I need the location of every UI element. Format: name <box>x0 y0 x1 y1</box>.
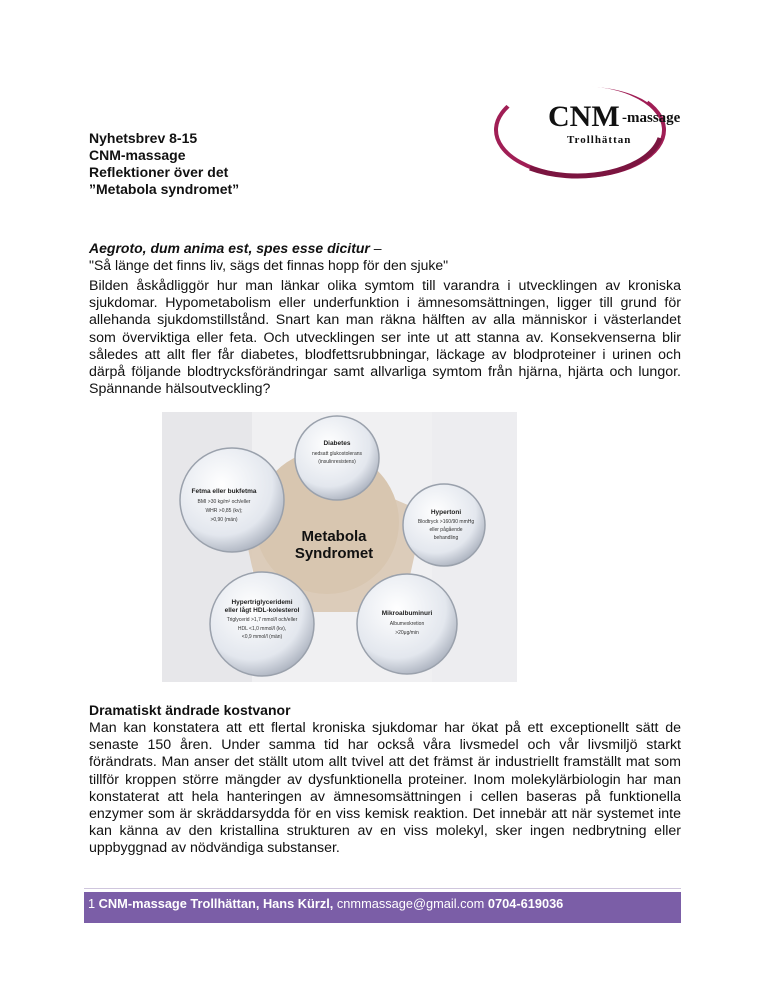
quote-latin: Aegroto, dum anima est, spes esse dicitur <box>89 240 370 256</box>
metabolic-syndrome-figure <box>162 412 517 682</box>
logo-city: Trollhättan <box>567 134 632 146</box>
quote-translation: "Så länge det finns liv, sägs det finnas hopp för den sjuke" <box>89 257 449 273</box>
fig-hypertoni-line-3: behandling <box>433 535 459 541</box>
section-paragraph: Man kan konstatera att ett flertal kroniska sjukdomar har ökat på ett exceptionellt sätt de senaste 150 åren. Under samma tid har också våra livsmedel och vår livsmiljö starkt förändrats. Man anser det ställt utom allt tvivel att det främst är industriellt framställt mat som tillför kroppen större mängder av dysfunktionella proteiner. Inom molekylärbiologin har man konstaterat att hela hanteringen av ämnesomsättningen i cellen baseras på funktionella enzymer som är skräddarsydda för en viss kemisk reaktion. Det innebär att när systemet inte kan känna av den kristallina strukturen av en viss molekyl, sker ingen nedbrytning eller uppbyggnad av nödvändiga substanser. <box>89 720 681 857</box>
fig-hypertoni-title: Hypertoni <box>430 509 462 516</box>
fig-fetma-title: Fetma eller bukfetma <box>191 488 257 495</box>
fig-center-line-1: Metabola <box>301 528 367 545</box>
intro-paragraph: Bilden åskådliggör hur man länkar olika symtom till varandra i utvecklingen av kroniska sjukdomar. Hypometabolism eller underfunktion i ämnesomsättningen, ligger till grund för allehanda sjukdomstillstånd. Snart kan man räkna hälften av alla människor i västerlandet som överviktiga eller feta. Och utvecklingen ser inte ut att stanna av. Konsekvenserna blir således att allt fler får diabetes, blodfettsrubbningar, läckage av blodproteiner i urinen och därpå följande blodtrycksförändringar samt allvarliga symtom från hjärna, hjärta och lungor. Spännande hälsoutveckling? <box>89 278 681 398</box>
fig-diabetes-line-1: nedsatt glukostolerans <box>311 451 363 457</box>
footer-phone: 0704-619036 <box>484 896 564 911</box>
footer-page-number: 1 <box>88 896 96 911</box>
fig-hyper-line-3: <0,9 mmol/l (män) <box>241 634 283 640</box>
fig-fetma-line-1: BMI >30 kg/m² och/eller <box>197 499 251 505</box>
quote-dash: – <box>369 240 382 256</box>
fig-mikro-line-2: >20μg/min <box>395 630 419 636</box>
fig-fetma-line-3: >0,90 (män) <box>210 517 238 523</box>
fig-hyper-title-2: eller lågt HDL-kolesterol <box>224 607 300 614</box>
header-line-4: ”Metabola syndromet” <box>89 181 240 197</box>
logo-brand: CNM <box>548 100 620 133</box>
fig-hyper-line-2: HDL <1,0 mmol/l (kv), <box>237 626 287 632</box>
fig-mikro-title: Mikroalbuminuri <box>381 610 433 617</box>
fig-hyper-title: Hypertriglyceridemi <box>231 599 293 606</box>
fig-hypertoni-line-2: eller pågående <box>429 527 463 533</box>
fig-diabetes-line-2: (insulinresistens) <box>318 459 356 465</box>
fig-hypertoni-line-1: Blodtryck >160/90 mmHg <box>417 519 475 525</box>
page-footer <box>84 892 681 923</box>
fig-hyper-line-1: Triglycerid >1,7 mmol/l och/eller <box>226 617 298 623</box>
latin-quote <box>89 240 448 274</box>
newsletter-header <box>89 130 239 198</box>
header-line-2: CNM-massage <box>89 147 186 163</box>
footer-divider <box>84 888 681 889</box>
footer-email-link[interactable]: cnmmassage@gmail.com <box>336 896 485 911</box>
header-line-3: Reflektioner över det <box>89 164 229 180</box>
cnm-logo <box>490 78 715 180</box>
section-heading: Dramatiskt ändrade kostvanor <box>89 702 291 718</box>
header-line-1: Nyhetsbrev 8-15 <box>89 130 198 146</box>
fig-diabetes-title: Diabetes <box>323 440 351 447</box>
logo-suffix: -massage <box>622 110 681 126</box>
footer-org: CNM-massage Trollhättan, Hans Kürzl, <box>95 896 337 911</box>
fig-mikro-line-1: Albumexkretion <box>389 621 425 627</box>
fig-center-line-2: Syndromet <box>294 545 374 562</box>
fig-fetma-line-2: WHR >0,85 (kv); <box>205 508 243 514</box>
